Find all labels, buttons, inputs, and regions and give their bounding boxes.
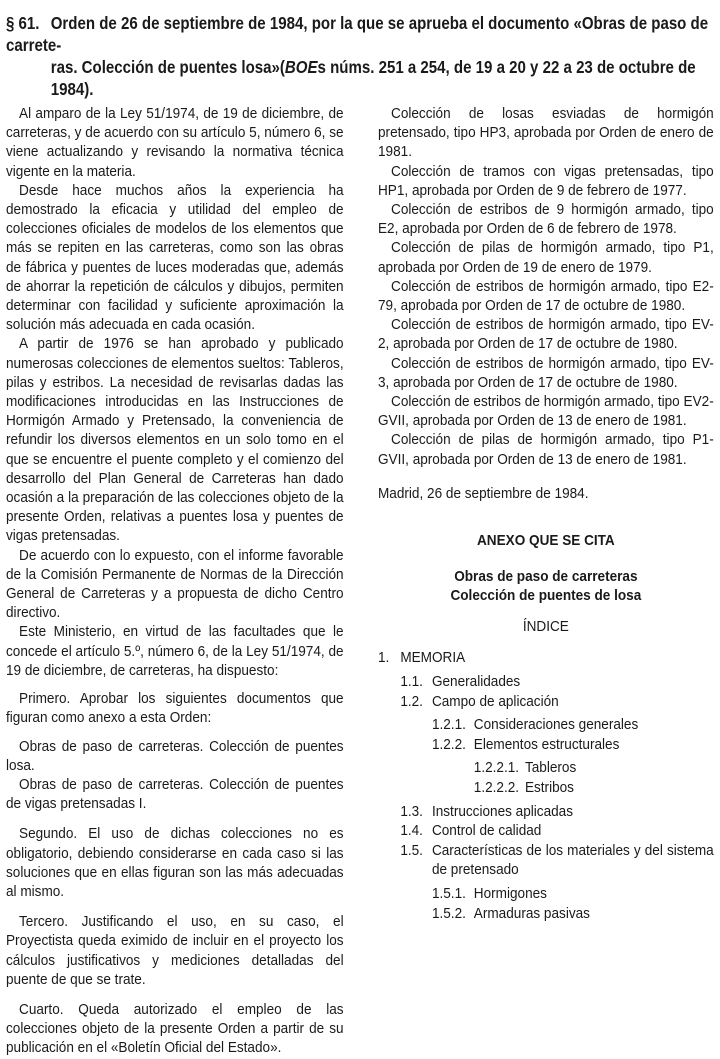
annex-title: ANEXO QUE SE CITA [476, 533, 615, 550]
paragraph: Desde hace muchos años la experiencia ha demostrado la eficacia y utilidad del empleo de colecciones oficiales de modelos de los elementos que más se repiten en las carreteras, como son las obras de fábrica y puentes de luces moderadas que, además de ahorrar la repetición de cálculos y dibujos, permiten determinar con facilidad y suficiente aproximación la solución más adecuada en cada ocasión. [6, 182, 344, 334]
left-column [6, 105, 344, 1059]
toc-entry: 1.3. Instrucciones aplicadas [400, 803, 574, 820]
toc-entry: 1.2.1. Consideraciones generales [431, 717, 639, 734]
document-list-item: Obras de paso de carreteras. Colección de puentes losa. [6, 738, 344, 774]
article-segundo: Segundo. El uso de dichas colecciones no es obligatorio, debiendo considerarse en cada caso si las soluciones que en ellas figuran son las más adecuadas al mismo. [6, 826, 344, 900]
toc-entry: 1.4. Control de calidad [400, 823, 542, 840]
collection-item: Colección de estribos de hormigón armado, tipo EV-2, aprobada por Orden de 17 de octubre de 1980. [378, 317, 714, 353]
header-line-1: § 61. Orden de 26 de septiembre de 1984, por la que se aprueba el documento «Obras de paso de carrete- [6, 13, 709, 55]
right-column [378, 105, 714, 924]
paragraph: A partir de 1976 se han aprobado y publicado numerosas colecciones de elementos sueltos: Tableros, pilas y estribos. La necesidad de revisarlas dadas las modificaciones introducidas en las Instrucciones de Hormigón Armado y Pretensado, la conveniencia de refundir los diversos elementos en un solo tomo en el que se encuentre el puente completo y el comienzo del desarrollo del Plan General de Carreteras han dado ocasión a la preparación de las colecciones objeto de la presente Orden, relativas a puentes losa y puentes de vigas pretensadas. [6, 336, 344, 545]
toc-entry: 1.5. Características de los materiales y del sistema de pretensado [400, 842, 714, 879]
annex-subtitle: Obras de paso de carreteras Colección de puentes de losa [450, 569, 642, 605]
header-line-2: ras. Colección de puentes losa»(BOEs núms. 251 a 254, de 19 a 20 y 22 a 23 de octubre de 1984). [50, 57, 696, 99]
toc-entry: 1. MEMORIA [378, 650, 466, 667]
toc-entry: 1.2.2.1. Tableros [473, 760, 577, 777]
paragraph: De acuerdo con lo expuesto, con el informe favorable de la Comisión Permanente de Normas de la Dirección General de Carreteras y a propuesta de dicho Centro directivo. [6, 547, 344, 622]
table-of-contents [378, 649, 714, 924]
collection-item: Colección de estribos de hormigón armado, tipo EV-3, aprobada por Orden de 17 de octubre de 1980. [378, 355, 714, 391]
collection-item: Colección de pilas de hormigón armado, tipo P1-GVII, aprobada por Orden de 13 de enero de 1981. [378, 432, 714, 468]
toc-entry: 1.1. Generalidades [400, 674, 521, 691]
document-header [6, 12, 711, 100]
collection-item: Colección de pilas de hormigón armado, tipo P1, aprobada por Orden de 19 de enero de 1979. [378, 240, 714, 276]
collection-item: Colección de losas esviadas de hormigón pretensado, tipo HP3, aprobada por Orden de enero de 1981. [378, 106, 714, 161]
toc-entry: 1.2.2.2. Estribos [473, 780, 574, 797]
collection-item: Colección de tramos con vigas pretensadas, tipo HP1, aprobada por Orden de 9 de febrero de 1977. [378, 163, 714, 199]
toc-entry: 1.2. Campo de aplicación [400, 693, 559, 710]
section-number: § 61. [6, 13, 40, 33]
paragraph: Este Ministerio, en virtud de las facultades que le concede el artículo 5.º, número 6, de la Ley 51/1974, de 19 de diciembre, de carreteras, ha dispuesto: [6, 624, 344, 679]
toc-entry: 1.5.1. Hormigones [431, 886, 547, 902]
index-heading: ÍNDICE [522, 619, 569, 636]
collection-item: Colección de estribos de hormigón armado, tipo E2-79, aprobada por Orden de 17 de octubre de 1980. [378, 278, 714, 315]
article-primero: Primero. Aprobar los siguientes documentos que figuran como anexo a esta Orden: [6, 691, 344, 727]
signature-date: Madrid, 26 de septiembre de 1984. [378, 485, 589, 502]
article-cuarto: Cuarto. Queda autorizado el empleo de las colecciones objeto de la presente Orden a partir de su publicación en el «Boletín Oficial del Estado». [6, 1001, 344, 1057]
article-tercero: Tercero. Justificando el uso, en su caso, el Proyectista queda eximido de incluir en el proyecto los cálculos justificativos y mediciones detalladas del puente de que se trate. [6, 914, 344, 988]
collection-item: Colección de estribos de 9 hormigón armado, tipo E2, aprobada por Orden de 6 de febrero de 1978. [378, 202, 714, 238]
toc-entry: 1.5.2. Armaduras pasivas [431, 905, 590, 922]
toc-entry: 1.2.2. Elementos estructurales [431, 736, 620, 753]
collection-item: Colección de estribos de hormigón armado, tipo EV2-GVII, aprobada por Orden de 13 de enero de 1981. [378, 394, 714, 430]
paragraph: Al amparo de la Ley 51/1974, de 19 de diciembre, de carreteras, y de acuerdo con su artículo 5, número 6, se viene actualizando y revisando la normativa técnica vigente en la materia. [6, 106, 344, 180]
document-list-item: Obras de paso de carreteras. Colección de puentes de vigas pretensadas I. [6, 776, 344, 813]
